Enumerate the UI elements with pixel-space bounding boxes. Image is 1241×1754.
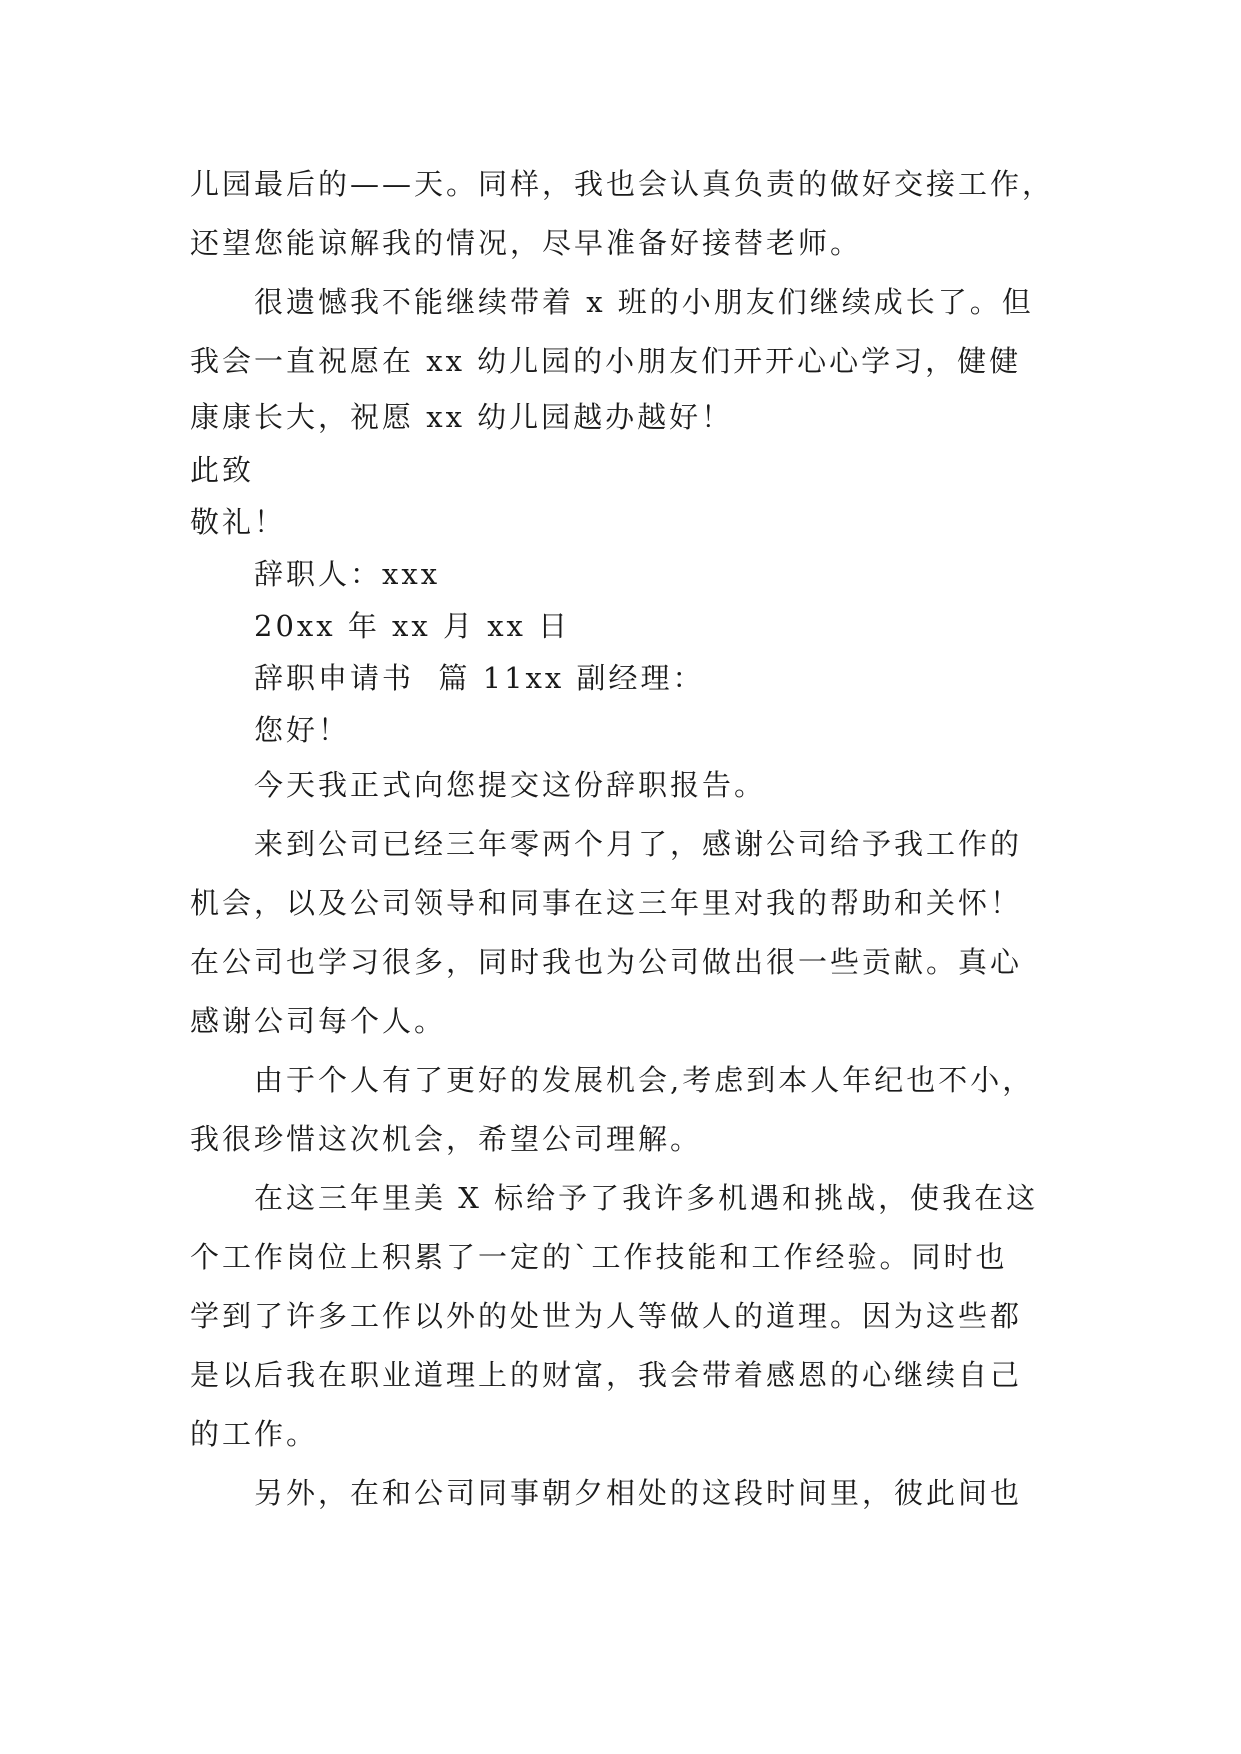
text-line: 我会一直祝愿在 xx 幼儿园的小朋友们开开心心学习，健健	[190, 344, 1022, 378]
text-line: 由于个人有了更好的发展机会,考虑到本人年纪也不小，	[254, 1063, 1035, 1097]
salutation-line: 敬礼！	[190, 505, 287, 539]
text-line: 是以后我在职业道理上的财富，我会带着感恩的心继续自己	[190, 1358, 1023, 1392]
text-line: 在公司也学习很多，同时我也为公司做出很一些贡献。真心	[190, 945, 1023, 979]
text-line: 来到公司已经三年零两个月了，感谢公司给予我工作的	[254, 827, 1023, 861]
heading-line: 辞职申请书 篇 11xx 副经理：	[254, 661, 705, 695]
text-line: 今天我正式向您提交这份辞职报告。	[254, 768, 767, 802]
text-line: 很遗憾我不能继续带着 x 班的小朋友们继续成长了。但	[254, 285, 1034, 319]
salutation-line: 此致	[190, 453, 255, 487]
text-line: 康康长大，祝愿 xx 幼儿园越办越好！	[190, 400, 734, 434]
signature-line: 辞职人：xxx	[254, 557, 441, 591]
text-line: 机会，以及公司领导和同事在这三年里对我的帮助和关怀！	[190, 886, 1023, 920]
text-line: 在这三年里美 X 标给予了我许多机遇和挑战，使我在这	[254, 1181, 1039, 1215]
text-line: 还望您能谅解我的情况，尽早准备好接替老师。	[190, 226, 863, 260]
text-line: 另外，在和公司同事朝夕相处的这段时间里，彼此间也	[254, 1476, 1023, 1510]
letter-body	[190, 155, 1055, 1523]
text-line: 个工作岗位上积累了一定的`工作技能和工作经验。同时也	[190, 1240, 1008, 1274]
text-line: 学到了许多工作以外的处世为人等做人的道理。因为这些都	[190, 1299, 1023, 1333]
date-line: 20xx 年 xx 月 xx 日	[254, 609, 571, 643]
greeting-line: 您好！	[254, 713, 351, 747]
text-line: 的工作。	[190, 1417, 319, 1451]
text-line: 我很珍惜这次机会，希望公司理解。	[190, 1122, 703, 1156]
text-line: 儿园最后的——天。同样，我也会认真负责的做好交接工作，	[190, 167, 1055, 201]
text-line: 感谢公司每个人。	[190, 1004, 447, 1038]
